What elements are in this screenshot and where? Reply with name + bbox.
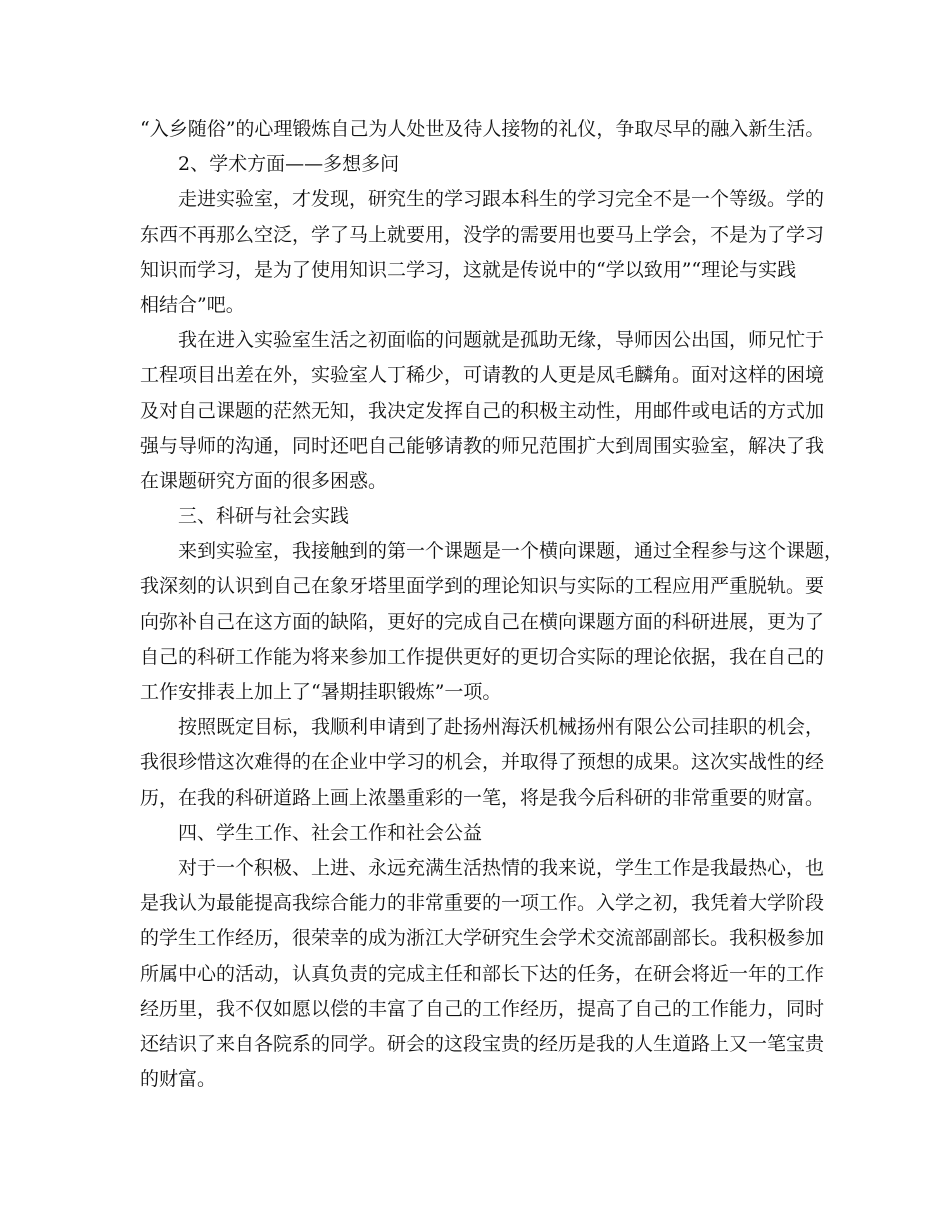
text-line: 工程项目出差在外，实验室人丁稀少，可请教的人更是凤毛麟角。面对这样的困境: [140, 364, 825, 387]
text-line: 三、科研与社会实践: [178, 505, 350, 528]
text-line: 强与导师的沟通，同时还吧自己能够请教的师兄范围扩大到周围实验室，解决了我: [140, 434, 825, 457]
text-line: 我在进入实验室生活之初面临的问题就是孤助无缘，导师因公出国，师兄忙于: [178, 329, 825, 352]
text-line: 的财富。: [140, 1068, 217, 1091]
text-line: 四、学生工作、社会工作和社会公益: [178, 821, 483, 844]
text-line: 及对自己课题的茫然无知，我决定发挥自己的积极主动性，用邮件或电话的方式加: [140, 399, 825, 422]
text-line: 对于一个积极、上进、永远充满生活热情的我来说，学生工作是我最热心，也: [178, 856, 825, 879]
text-line: 我很珍惜这次难得的在企业中学习的机会，并取得了预想的成果。这次实战性的经: [140, 751, 825, 774]
text-line: 2、学术方面——多想多问: [178, 153, 400, 176]
text-line: 的学生工作经历，很荣幸的成为浙江大学研究生会学术交流部副部长。我积极参加: [140, 927, 825, 950]
text-line: 工作安排表上加上了“暑期挂职锻炼”一项。: [140, 681, 502, 703]
text-line: 走进实验室，才发现，研究生的学习跟本科生的学习完全不是一个等级。学的: [178, 188, 825, 211]
text-line: “入乡随俗”的心理锻炼自己为人处世及待人接物的礼仪，争取尽早的融入新生活。: [140, 118, 825, 140]
text-line: 是我认为最能提高我综合能力的非常重要的一项工作。入学之初，我凭着大学阶段: [140, 892, 825, 915]
text-line: 相结合”吧。: [140, 293, 245, 316]
text-line: 在课题研究方面的很多困惑。: [140, 469, 388, 492]
text-line: 所属中心的活动，认真负责的完成主任和部长下达的任务，在研会将近一年的工作: [140, 962, 825, 985]
text-line: 东西不再那么空泛，学了马上就要用，没学的需要用也要马上学会，不是为了学习: [140, 223, 825, 246]
text-line: 知识而学习，是为了使用知识二学习，这就是传说中的“学以致用”“理论与实践: [140, 258, 797, 281]
text-line: 还结识了来自各院系的同学。研会的这段宝贵的经历是我的人生道路上又一笔宝贵: [140, 1032, 825, 1055]
text-line: 向弥补自己在这方面的缺陷，更好的完成自己在横向课题方面的科研进展，更为了: [140, 610, 825, 633]
text-line: 自己的科研工作能为将来参加工作提供更好的更切合实际的理论依据，我在自己的: [140, 645, 825, 668]
text-line: 经历里，我不仅如愿以偿的丰富了自己的工作经历，提高了自己的工作能力，同时: [140, 997, 825, 1020]
document-body: [140, 112, 844, 1097]
text-line: 历，在我的科研道路上画上浓墨重彩的一笔，将是我今后科研的非常重要的财富。: [140, 786, 825, 809]
text-line: 按照既定目标，我顺利申请到了赴扬州海沃机械扬州有限公公司挂职的机会，: [178, 716, 825, 739]
text-line: 我深刻的认识到自己在象牙塔里面学到的理论知识与实际的工程应用严重脱轨。要: [140, 575, 825, 598]
text-line: 来到实验室，我接触到的第一个课题是一个横向课题，通过全程参与这个课题，: [178, 540, 844, 563]
